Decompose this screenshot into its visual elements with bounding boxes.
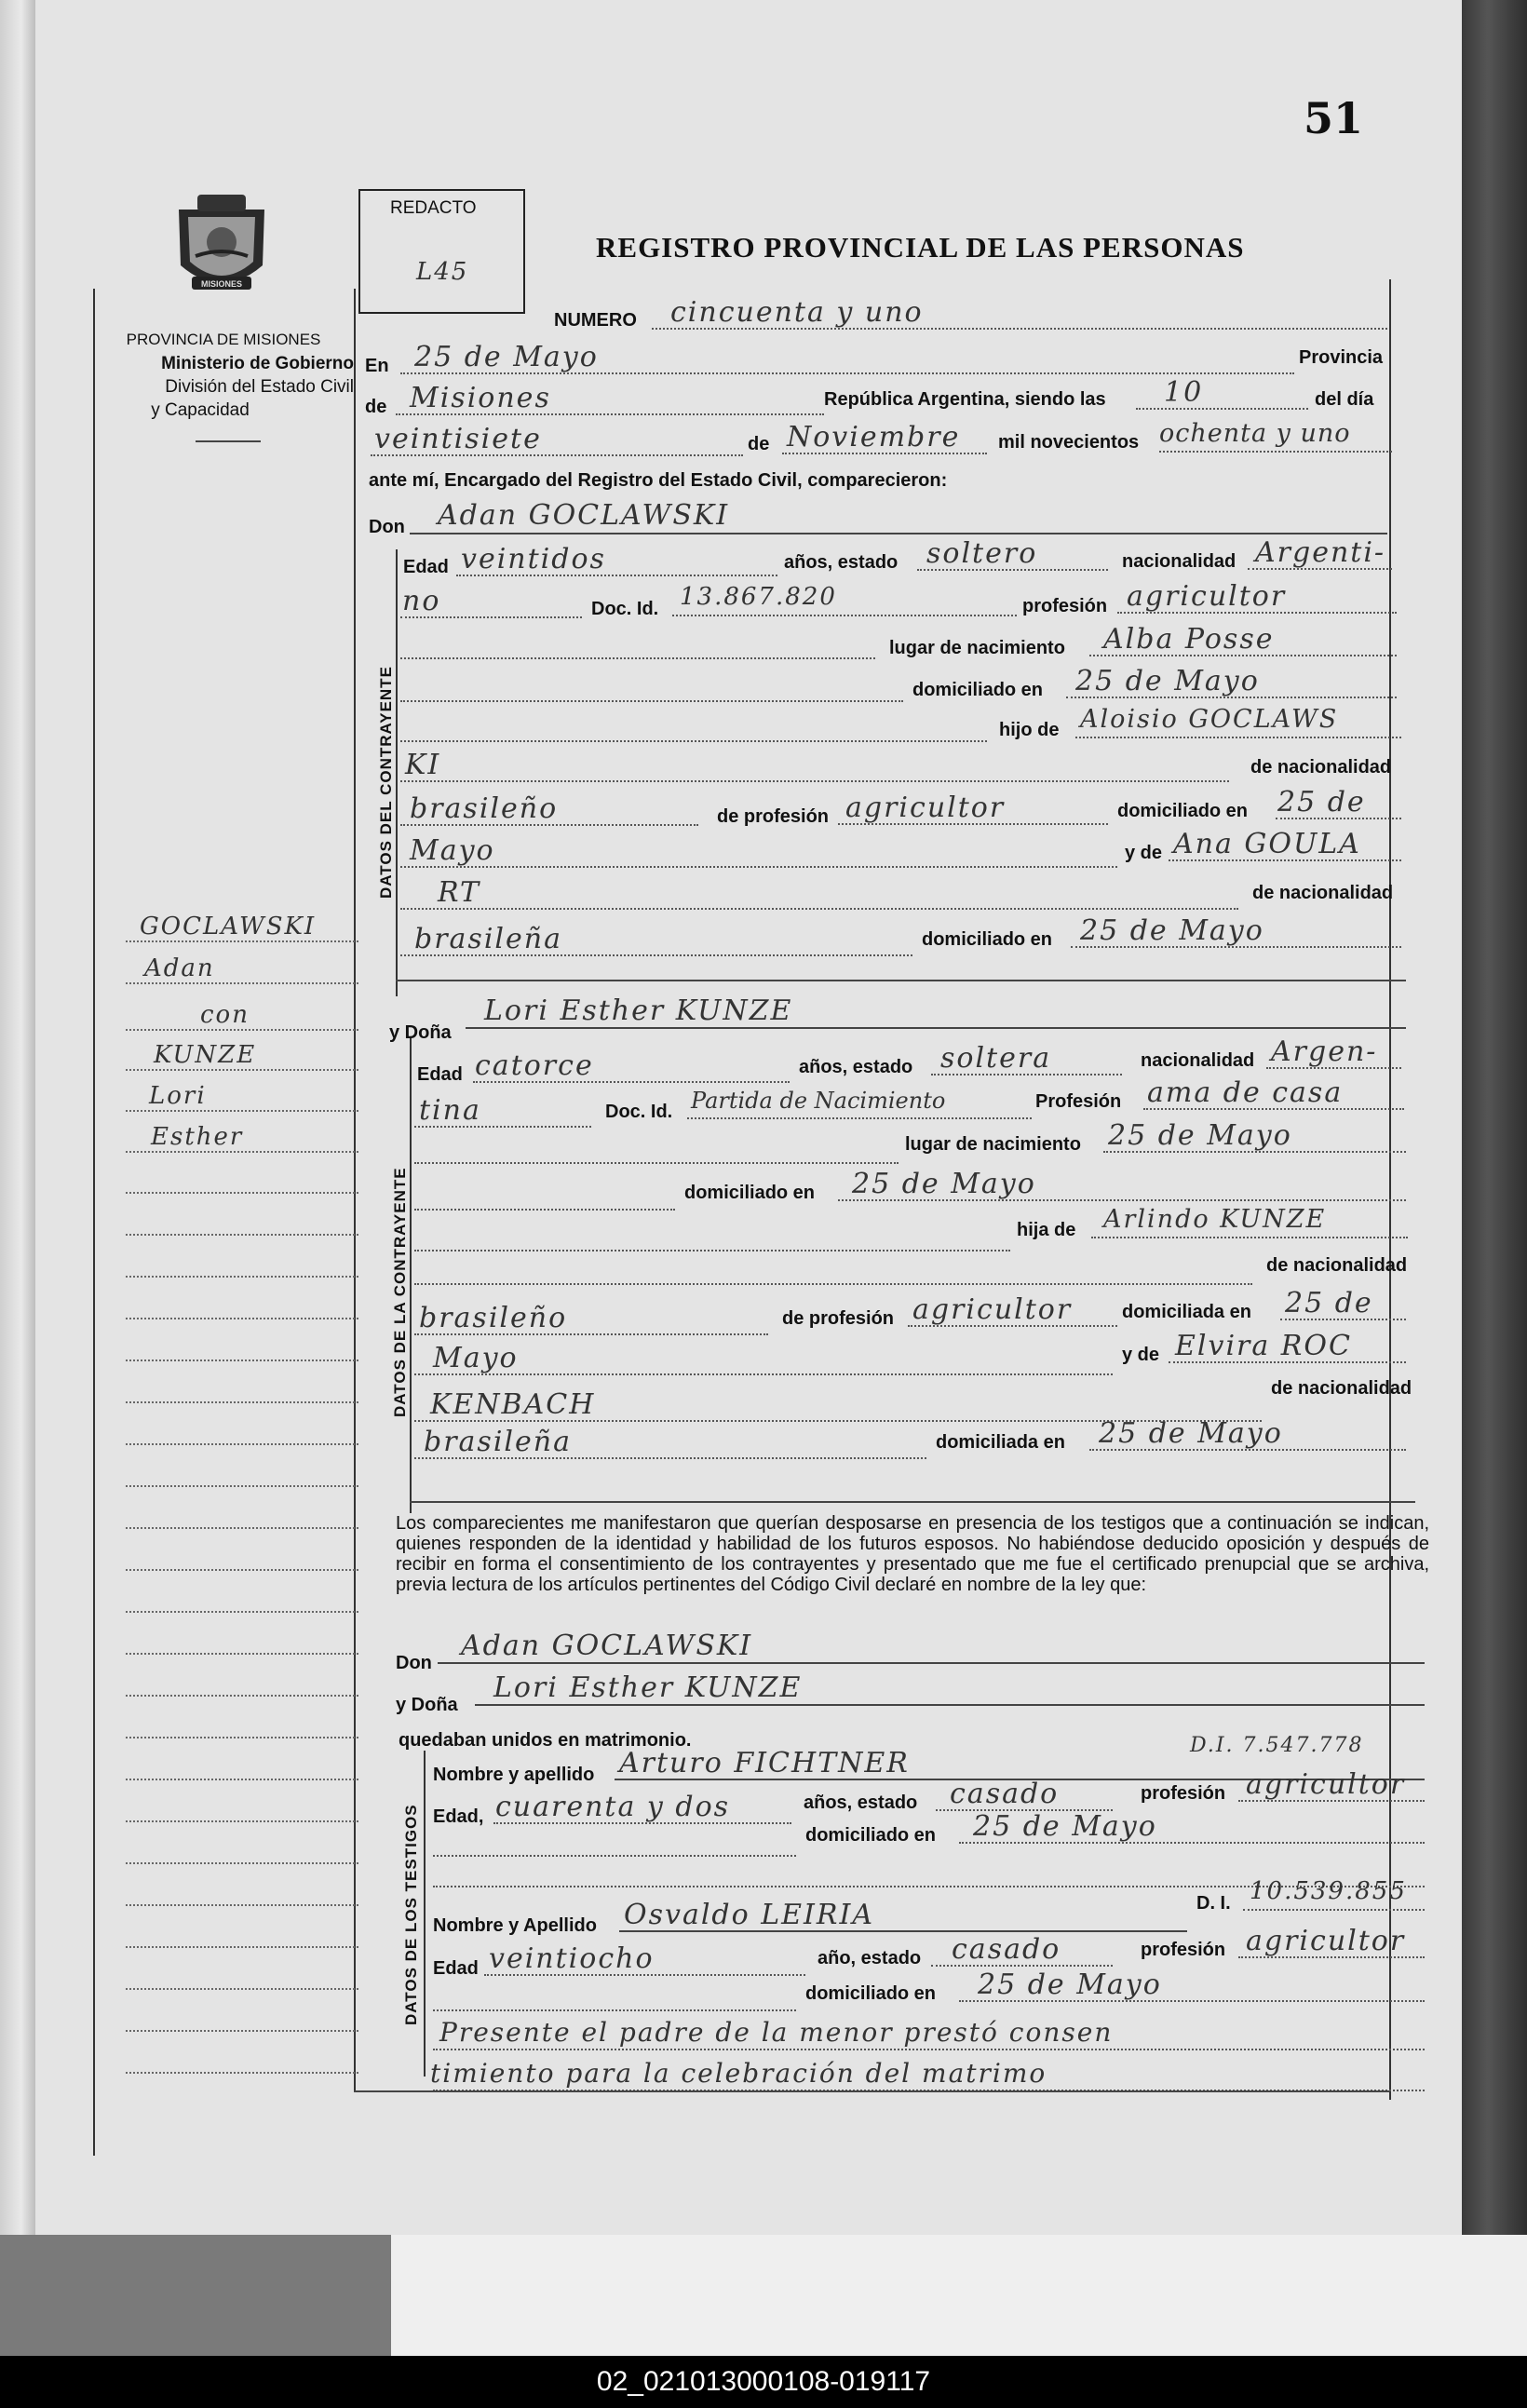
margin-line <box>126 1904 358 1906</box>
mil-label: mil novecientos <box>998 432 1140 453</box>
c-blank-line-2 <box>400 700 903 702</box>
margin-line <box>126 1569 358 1571</box>
c-doc-label: Doc. Id. <box>591 599 659 619</box>
testigos-section-label: DATOS DE LOS TESTIGOS <box>402 1804 420 2025</box>
c-madre-nac-label: de nacionalidad <box>1252 883 1394 903</box>
margin-note-name-2: Lori <box>149 1082 207 1110</box>
margin-note-name: Adan <box>144 954 215 982</box>
de2-label: de <box>748 434 770 454</box>
t2-anios-label: año, estado <box>818 1948 922 1968</box>
t1-nombre-value: Arturo FICHTNER <box>619 1747 910 1779</box>
dia-value: veintisiete <box>374 423 542 455</box>
t1-estado-value: casado <box>950 1778 1060 1810</box>
f-madre-nac-value: brasileña <box>424 1426 572 1458</box>
margin-line <box>126 1988 358 1990</box>
decl-don-label: Don <box>396 1653 432 1673</box>
scan-footer-id: 02_021013000108-019117 <box>0 2356 1527 2408</box>
margin-line <box>126 2030 358 2032</box>
ante-text: ante mí, Encargado del Registro del Estado Civil, comparecieron: <box>369 470 948 491</box>
f-padre-dom-label: domiciliada en <box>1122 1302 1251 1322</box>
margin-line <box>126 1653 358 1655</box>
declaration-text: Los comparecientes me manifestaron que querían desposarse en presencia de los testigos que a continuación se indican, quienes responden de la identidad y habilidad de los futuros esposos. No habiéndose deducido oposición y después de recibir en forma el consentimiento de los contrayentes y presentado que me fue el certificado prenupcial que se archiva, previa lectura de los artículos pertinentes del Código Civil declaré en nombre de la ley que: <box>396 1513 1429 1595</box>
margin-line <box>126 1443 358 1445</box>
t2-edad-label: Edad <box>433 1958 479 1979</box>
f-padre-dom-value-2: Mayo <box>433 1342 519 1374</box>
book-binding <box>0 0 35 2356</box>
republica-label: República Argentina, siendo las <box>824 389 1106 410</box>
margin-line <box>126 1695 358 1697</box>
margin-line <box>126 1862 358 1864</box>
f-padre-prof-label: de profesión <box>782 1308 895 1329</box>
t2-di-value: 10.539.855 <box>1250 1877 1407 1905</box>
f-madre-dom-value: 25 de Mayo <box>1099 1417 1283 1450</box>
f-blank-line-1 <box>414 1162 899 1164</box>
margin-line <box>126 2072 358 2074</box>
testigos-rule <box>424 1751 426 2077</box>
c-y-de-label: y de <box>1125 843 1163 863</box>
anio-line <box>1159 451 1392 453</box>
margin-note-con: con <box>200 1001 250 1029</box>
c-edad-label: Edad <box>403 557 449 577</box>
f-lugar-label: lugar de nacimiento <box>905 1134 1081 1155</box>
margin-line <box>126 1029 358 1031</box>
quedaban-text: quedaban unidos en matrimonio. <box>399 1730 692 1751</box>
margin-line <box>126 1276 358 1278</box>
c-padre-dom-value-1: 25 de <box>1277 786 1366 818</box>
c-nac-value-1: Argenti- <box>1255 536 1386 569</box>
en-value: 25 de Mayo <box>414 341 599 373</box>
numero-value: cincuenta y uno <box>670 296 924 329</box>
f-madre-nac-label: de nacionalidad <box>1271 1378 1412 1399</box>
f-estado-value: soltera <box>940 1042 1052 1075</box>
left-margin-rule <box>93 289 95 2156</box>
don-value: Adan GOCLAWSKI <box>438 499 730 532</box>
form-right-rule <box>1389 279 1391 2100</box>
f-padre-line-2 <box>414 1283 1252 1285</box>
del-dia-label: del día <box>1315 389 1374 410</box>
mes-value: Noviembre <box>787 421 961 453</box>
t2-nombre-label: Nombre y Apellido <box>433 1915 597 1936</box>
t2-di-line <box>1243 1909 1425 1911</box>
margin-line <box>126 1360 358 1361</box>
en-label: En <box>365 356 389 376</box>
t2-prof-value: agricultor <box>1246 1925 1406 1957</box>
hora-line <box>1136 408 1308 410</box>
page-number: 51 <box>1304 93 1364 143</box>
c-doc-line <box>672 615 1017 616</box>
contrayente-section-label: DATOS DEL CONTRAYENTE <box>377 666 395 899</box>
c-padre-dom-value-2: Mayo <box>410 834 495 867</box>
svg-text:MISIONES: MISIONES <box>200 279 243 289</box>
f-doc-label: Doc. Id. <box>605 1102 673 1122</box>
t2-estado-value: casado <box>952 1933 1061 1966</box>
f-padre-value: Arlindo KUNZE <box>1103 1205 1327 1234</box>
document-title: REGISTRO PROVINCIAL DE LAS PERSONAS <box>596 231 1245 264</box>
margin-line <box>126 1946 358 1948</box>
t1-anios-label: años, estado <box>804 1792 918 1813</box>
c-padre-line <box>1075 737 1401 738</box>
t2-dom-label: domiciliado en <box>805 1983 937 2004</box>
c-prof-value: agricultor <box>1127 580 1287 613</box>
t2-edad-value: veintiocho <box>489 1942 655 1975</box>
c-hijo-label: hijo de <box>999 720 1060 740</box>
margin-line <box>126 1151 358 1153</box>
f-padre-nac-value: brasileño <box>419 1302 568 1334</box>
c-madre-value-2: RT <box>438 876 481 909</box>
margin-line <box>126 1192 358 1194</box>
t1-di-value: D.I. 7.547.778 <box>1190 1734 1364 1757</box>
c-doc-value: 13.867.820 <box>680 583 837 611</box>
decl-dona-value: Lori Esther KUNZE <box>493 1671 803 1704</box>
decl-dona-line <box>475 1704 1425 1706</box>
f-doc-value: Partida de Nacimiento <box>691 1088 946 1114</box>
f-madre-value-1: Elvira ROC <box>1175 1330 1352 1362</box>
t2-nombre-value: Osvaldo LEIRIA <box>624 1899 874 1931</box>
c-padre-dom-line-2 <box>400 866 1117 868</box>
redacto-value: L45 <box>416 258 469 286</box>
margin-note-surname: GOCLAWSKI <box>140 913 317 940</box>
margin-line <box>126 1318 358 1319</box>
header-capacidad: y Capacidad <box>151 400 250 420</box>
hora-value: 10 <box>1164 376 1204 409</box>
decl-dona-label: y Doña <box>396 1695 458 1715</box>
f-hija-label: hija de <box>1017 1220 1076 1240</box>
note-text-1: Presente el padre de la menor prestó consen <box>439 2017 1114 2048</box>
f-madre-value-2: KENBACH <box>430 1388 596 1421</box>
redacto-label: REDACTO <box>390 198 477 218</box>
c-madre-value-1: Ana GOULA <box>1173 828 1361 860</box>
contrayente-rule <box>396 549 398 996</box>
header-rule <box>196 440 261 442</box>
t1-dom-value: 25 de Mayo <box>973 1810 1157 1843</box>
y-dona-line <box>466 1027 1406 1029</box>
header-province: PROVINCIA DE MISIONES <box>126 331 321 348</box>
margin-line <box>126 1110 358 1112</box>
f-padre-line <box>1091 1237 1408 1238</box>
t1-blank-line <box>433 1855 796 1857</box>
header-ministry: Ministerio de Gobierno <box>161 354 354 373</box>
c-madre-nac-value: brasileña <box>414 923 562 955</box>
f-nac-label: nacionalidad <box>1141 1050 1255 1071</box>
don-line <box>410 533 1387 534</box>
margin-line <box>126 1069 358 1071</box>
f-lugar-value: 25 de Mayo <box>1108 1119 1292 1152</box>
t1-prof-label: profesión <box>1141 1783 1226 1804</box>
margin-note-name-3: Esther <box>151 1123 244 1151</box>
t1-nombre-label: Nombre y apellido <box>433 1765 595 1785</box>
f-dom-label: domiciliado en <box>684 1183 816 1203</box>
c-madre-line-2 <box>400 908 1238 910</box>
y-dona-label: y Doña <box>389 1022 452 1043</box>
c-estado-value: soltero <box>926 537 1038 570</box>
f-padre-dom-value-1: 25 de <box>1285 1287 1373 1319</box>
c-padre-nac-value: brasileño <box>410 792 559 825</box>
c-dom-label: domiciliado en <box>912 680 1044 700</box>
c-edad-value: veintidos <box>461 543 606 575</box>
header-division: División del Estado Civil <box>165 377 354 397</box>
de-label: de <box>365 397 387 417</box>
f-prof-value: ama de casa <box>1147 1076 1344 1109</box>
c-anios-label: años, estado <box>784 552 899 573</box>
numero-label: NUMERO <box>554 310 637 331</box>
f-anios-label: años, estado <box>799 1057 913 1077</box>
c-madre-dom-value: 25 de Mayo <box>1080 914 1264 947</box>
c-padre-dom-label: domiciliado en <box>1117 801 1249 821</box>
margin-line <box>126 1485 358 1487</box>
don-label: Don <box>369 517 405 537</box>
f-edad-value: catorce <box>475 1049 594 1082</box>
f-doc-line <box>687 1117 1032 1119</box>
c-padre-prof-value: agricultor <box>845 791 1006 824</box>
f-y-de-label: y de <box>1122 1345 1160 1365</box>
c-blank-line-1 <box>400 657 875 659</box>
t2-blank-line <box>433 2009 796 2011</box>
c-madre-dom-label: domiciliado en <box>922 929 1053 950</box>
t2-prof-label: profesión <box>1141 1940 1226 1960</box>
margin-line <box>126 1527 358 1529</box>
c-lugar-label: lugar de nacimiento <box>889 638 1065 658</box>
f-padre-prof-value: agricultor <box>912 1293 1073 1326</box>
c-padre-value-2: KI <box>405 749 441 781</box>
margin-line <box>126 1234 358 1236</box>
contrayenta-bottom-rule <box>410 1501 1415 1503</box>
book-spine <box>1462 0 1527 2272</box>
decl-don-line <box>438 1662 1425 1664</box>
note-line-1 <box>433 2049 1425 2050</box>
f-padre-dom-line-2 <box>414 1373 1113 1375</box>
t1-prof-value: agricultor <box>1246 1768 1406 1801</box>
t1-dom-label: domiciliado en <box>805 1825 937 1846</box>
f-nac-value-1: Argen- <box>1271 1035 1378 1068</box>
margin-line <box>126 1779 358 1780</box>
margin-line <box>126 982 358 984</box>
contrayenta-rule <box>410 1038 412 1513</box>
note-text-2: timiento para la celebración del matrimo <box>430 2058 1047 2089</box>
c-blank-line-3 <box>400 740 987 742</box>
provincia-label: Provincia <box>1299 347 1384 368</box>
c-nac-value-2: no <box>402 585 441 617</box>
province-emblem <box>169 191 274 301</box>
contrayenta-section-label: DATOS DE LA CONTRAYENTE <box>391 1167 409 1417</box>
c-prof-label: profesión <box>1022 596 1108 616</box>
f-padre-nac-label: de nacionalidad <box>1266 1255 1408 1276</box>
c-dom-value: 25 de Mayo <box>1075 665 1260 697</box>
c-padre-prof-label: de profesión <box>717 806 830 827</box>
c-padre-nac-label: de nacionalidad <box>1250 757 1392 778</box>
c-padre-line-2 <box>400 780 1229 782</box>
c-nac-label: nacionalidad <box>1122 551 1236 572</box>
f-madre-dom-label: domiciliada en <box>936 1432 1065 1453</box>
c-padre-value-1: Aloisio GOCLAWS <box>1080 705 1339 734</box>
f-blank-line-3 <box>414 1250 1010 1251</box>
t2-di-label: D. I. <box>1196 1893 1231 1914</box>
page-shadow <box>0 2235 391 2356</box>
redacto-box <box>358 189 525 314</box>
margin-line <box>126 1820 358 1822</box>
f-blank-line-2 <box>414 1209 675 1211</box>
margin-line <box>126 940 358 942</box>
f-edad-label: Edad <box>417 1064 463 1085</box>
f-nac-value-2: tina <box>419 1094 481 1127</box>
form-bottom-rule <box>354 2090 1389 2092</box>
t2-dom-value: 25 de Mayo <box>978 1968 1162 2001</box>
f-dom-value: 25 de Mayo <box>852 1168 1036 1200</box>
c-lugar-value: Alba Posse <box>1103 623 1275 656</box>
t1-edad-value: cuarenta y dos <box>495 1791 731 1823</box>
anio-value: ochenta y uno <box>1159 419 1351 448</box>
t1-edad-label: Edad, <box>433 1806 484 1827</box>
contrayente-bottom-rule <box>396 980 1406 981</box>
de-value: Misiones <box>410 382 551 414</box>
margin-line <box>126 1737 358 1738</box>
underlying-page <box>391 2235 1527 2356</box>
margin-line <box>126 1611 358 1613</box>
f-prof-label: Profesión <box>1035 1091 1122 1112</box>
margin-line <box>126 1401 358 1403</box>
dona-value: Lori Esther KUNZE <box>484 994 793 1027</box>
decl-don-value: Adan GOCLAWSKI <box>461 1630 753 1662</box>
margin-note-surname-2: KUNZE <box>154 1041 257 1069</box>
